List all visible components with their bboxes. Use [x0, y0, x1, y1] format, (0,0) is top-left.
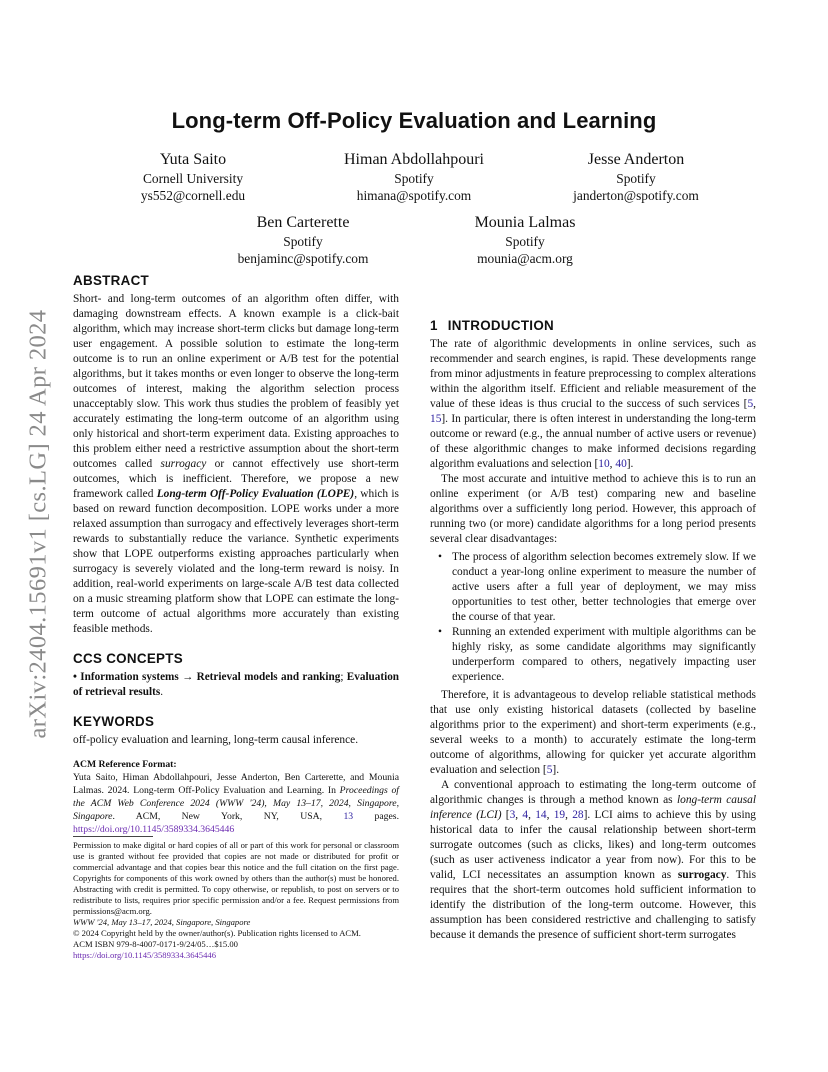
keywords-heading: KEYWORDS — [73, 714, 155, 729]
author-email: benjaminc@spotify.com — [237, 251, 369, 266]
acm-reference-heading: ACM Reference Format: — [73, 759, 177, 770]
introduction-heading: 1 INTRODUCTION — [430, 318, 555, 333]
left-column — [73, 273, 399, 836]
abstract-heading: ABSTRACT — [73, 273, 150, 288]
ccs-concepts: • Information systems → Retrieval models and ranking; Evaluation of retrieval results. — [73, 671, 400, 698]
disadvantages-list — [430, 550, 756, 685]
citation-link[interactable]: 15 — [430, 413, 442, 425]
author-email: ys552@cornell.edu — [140, 188, 246, 203]
intro-paragraph: The rate of algorithmic developments in online services, such as recommender and search engines, is rapid. These developments range from minor adjustments in feature preprocessing to complex alterations within the algorithm itself. Efficient and reliable measurement of the value of these ideas is thus crucial to the success of such services [5, 15]. In particular, there is often interest in understanding the long-term outcome or reward (e.g., the annual number of active users or revenue) of these algorithmic changes to make informed decisions regarding algorithm evaluations and selection [10, 40]. — [430, 338, 756, 470]
author-name: Mounia Lalmas — [474, 214, 576, 231]
author-affiliation: Spotify — [394, 171, 434, 186]
author-block — [294, 150, 534, 204]
author-name: Jesse Anderton — [587, 151, 685, 168]
copyright-line: © 2024 Copyright held by the owner/author(s). Publication rights licensed to ACM. — [73, 928, 361, 938]
author-block — [73, 150, 313, 204]
footnote-doi-link[interactable]: https://doi.org/10.1145/3589334.3645446 — [73, 950, 216, 960]
pages-link[interactable]: 13 — [343, 811, 354, 822]
citation-link[interactable]: 40 — [615, 458, 627, 470]
intro-paragraph: A conventional approach to estimating the long-term outcome of algorithmic changes is through a method known as long-term causal inference (LCI) [3, 4, 14, 19, 28]. LCI aims to achieve this by using historical data to infer the causal relationship between short-term surrogate outcomes (such as clicks, likes) and long-term outcomes (such as user activeness indicator a year from now). For this to be valid, LCI necessitates an assumption known as surrogacy. This requires that the short-term outcomes hold sufficient information to identify the distribution of the long-term outcome. However, this assumption has been considered restrictive and challenging to satisfy because it demands the presence of sufficient short-term surrogates — [430, 779, 756, 941]
ccs-heading: CCS CONCEPTS — [73, 651, 183, 666]
arxiv-stamp — [22, 288, 54, 760]
author-affiliation: Spotify — [283, 234, 323, 249]
citation-link[interactable]: 5 — [747, 398, 754, 410]
right-column — [430, 276, 756, 943]
author-block — [516, 150, 756, 204]
arxiv-stamp-text: arXiv:2404.15691v1 [cs.LG] 24 Apr 2024 — [24, 309, 51, 739]
isbn-line: ACM ISBN 979-8-4007-0171-9/24/05…$15.00 — [73, 939, 238, 949]
citation-link[interactable]: 10 — [598, 458, 610, 470]
author-email: janderton@spotify.com — [573, 188, 699, 203]
acm-reference — [73, 758, 399, 836]
author-affiliation: Spotify — [616, 171, 656, 186]
author-name: Himan Abdollahpouri — [344, 151, 484, 168]
author-name: Ben Carterette — [256, 214, 350, 231]
citation-link[interactable]: 4 — [522, 809, 529, 821]
citation-link[interactable]: 28 — [572, 809, 584, 821]
abstract-text: Short- and long-term outcomes of an algorithm often differ, with damaging downstream effects. A known example is a click-bait algorithm, which may increase short-term clicks but damage long-term user engagement. A possible solution to estimate the long-term outcome is to run an online experiment or A/B test for the potential algorithms, but it takes months or even longer to observe the long-term outcomes of interest, making the algorithm selection process unacceptably slow. This work thus studies the problem of feasibly yet accurately estimating the long-term outcome of an algorithm using only historical and short-term experiment data. Existing approaches to this problem either need a restrictive assumption about the short-term outcomes called surrogacy or cannot effectively use short-term outcomes, which is inefficient. Therefore, we propose a new framework called Long-term Off-Policy Evaluation (LOPE), which is based on reward function decomposition. LOPE works under a more relaxed assumption than surrogacy and effectively leverages short-term rewards to substantially reduce the variance. Synthetic experiments show that LOPE outperforms existing approaches particularly when surrogacy is severely violated and the long-term reward is noisy. In addition, real-world experiments on large-scale A/B test data collected on a music streaming platform show that LOPE can estimate the long-term outcome of actual algorithms more accurately than existing feasible methods. — [73, 293, 399, 635]
keywords-text: off-policy evaluation and learning, long-term causal inference. — [73, 734, 359, 746]
author-block — [405, 213, 645, 267]
author-email: mounia@acm.org — [477, 251, 573, 266]
footnote — [73, 840, 399, 961]
footnote-rule — [73, 836, 153, 837]
list-item: • Running an extended experiment with multiple algorithms can be highly risky, as some candidate algorithms may significantly underperform compared to others, negatively impacting user experience. — [430, 625, 756, 685]
author-affiliation: Cornell University — [142, 171, 244, 186]
acm-reference-text: Yuta Saito, Himan Abdollahpouri, Jesse Anderton, Ben Carterette, and Mounia Lalmas. 2024. Long-term Off-Policy Evaluation and Learning. In Proceedings of the ACM Web Conference 2024 (WWW '24), May 13–17, 2024, Singapore, Singapore. ACM, New York, NY, USA, 13 pages. https://doi.org/10.1145/3589334.3645446 — [73, 772, 399, 835]
permission-notice: Permission to make digital or hard copies of all or part of this work for personal or classroom use is granted without fee provided that copies are not made or distributed for profit or commercial advantage and that copies bear this notice and the full citation on the first page. Copyrights for components of this work owned by others than the author(s) must be honored. Abstracting with credit is permitted. To copy otherwise, or republish, to post on servers or to redistribute to lists, requires prior specific permission and/or a fee. Request permissions from permissions@acm.org. — [73, 840, 399, 916]
paper-title: Long-term Off-Policy Evaluation and Learning — [171, 108, 657, 133]
author-block — [183, 213, 423, 267]
list-item: • The process of algorithm selection becomes extremely slow. If we conduct a year-long online experiment to measure the number of active users after a full year of deployment, we may miss opportunities to test other, better technologies that emerge over the course of that year. — [430, 550, 756, 625]
citation-link[interactable]: 19 — [553, 809, 566, 821]
citation-link[interactable]: 5 — [546, 764, 553, 776]
citation-link[interactable]: 14 — [535, 809, 547, 821]
author-name: Yuta Saito — [159, 151, 227, 168]
author-affiliation: Spotify — [505, 234, 545, 249]
citation-link[interactable]: 3 — [509, 809, 516, 821]
conference-venue: WWW '24, May 13–17, 2024, Singapore, Singapore — [73, 917, 251, 927]
intro-paragraph: Therefore, it is advantageous to develop reliable statistical methods that use only existing historical datasets (collected by baseline algorithms prior to the experiment) and short-term experiments (e.g., several weeks to a month) to accurately estimate the long-term outcome of algorithms, allowing for quicker yet accurate algorithm evaluation and selection [5]. — [430, 689, 756, 776]
author-email: himana@spotify.com — [356, 188, 472, 203]
intro-paragraph: The most accurate and intuitive method to achieve this is to run an online experiment (or A/B test) comparing new and baseline algorithms over a sufficiently long period. However, this approach of running two (or more) candidate algorithms for a long period presents several clear disadvantages: — [430, 473, 756, 545]
doi-link[interactable]: https://doi.org/10.1145/3589334.3645446 — [73, 824, 235, 835]
